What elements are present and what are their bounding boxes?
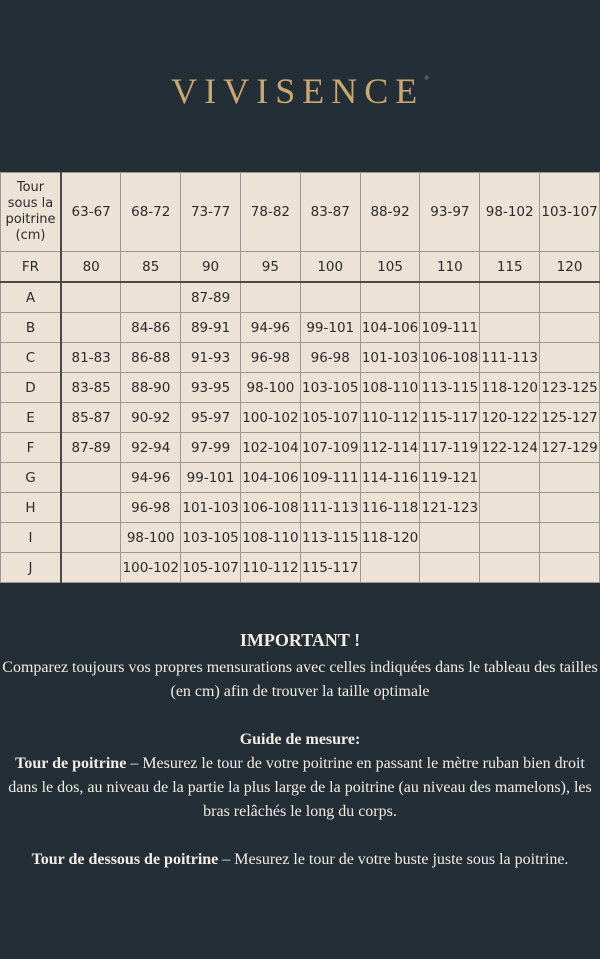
- bust-range-cell: [480, 523, 540, 553]
- bust-range-cell: [61, 282, 121, 313]
- underbust-cell: 93-97: [420, 173, 480, 252]
- guide-chest: [0, 752, 600, 824]
- cup-row: [1, 373, 600, 403]
- bust-range-cell: 125-127: [540, 403, 600, 433]
- bust-range-cell: 100-102: [240, 403, 300, 433]
- cup-label: I: [1, 523, 62, 553]
- brand-name: VIVISENCE: [171, 71, 425, 111]
- bust-range-cell: 94-96: [121, 463, 181, 493]
- bust-range-cell: 121-123: [420, 493, 480, 523]
- bust-range-cell: 84-86: [121, 313, 181, 343]
- fr-size-cell: 90: [181, 252, 241, 283]
- bust-range-cell: 127-129: [540, 433, 600, 463]
- bust-range-cell: [121, 282, 181, 313]
- info-section: [0, 628, 600, 872]
- underbust-header-cell: [1, 173, 62, 252]
- fr-label: FR: [1, 252, 62, 283]
- underbust-header-row: [1, 173, 600, 252]
- bust-range-cell: 94-96: [240, 313, 300, 343]
- bust-range-cell: 109-111: [300, 463, 360, 493]
- bust-range-cell: [480, 553, 540, 583]
- cup-label: C: [1, 343, 62, 373]
- underbust-label: Tour de dessous de poitrine: [31, 851, 219, 868]
- bust-range-cell: 101-103: [181, 493, 241, 523]
- bust-range-cell: 110-112: [240, 553, 300, 583]
- bust-range-cell: [420, 553, 480, 583]
- bust-range-cell: [540, 313, 600, 343]
- underbust-cell: 78-82: [240, 173, 300, 252]
- bust-range-cell: 112-114: [360, 433, 420, 463]
- bust-range-cell: 105-107: [300, 403, 360, 433]
- underbust-header-label: Tour sous la poitrine (cm): [5, 180, 56, 243]
- bust-range-cell: [540, 463, 600, 493]
- bust-range-cell: 105-107: [181, 553, 241, 583]
- bust-range-cell: 107-109: [300, 433, 360, 463]
- bust-range-cell: 114-116: [360, 463, 420, 493]
- underbust-cell: 88-92: [360, 173, 420, 252]
- underbust-cell: 83-87: [300, 173, 360, 252]
- bust-range-cell: 118-120: [480, 373, 540, 403]
- bust-range-cell: 106-108: [240, 493, 300, 523]
- bust-range-cell: 87-89: [181, 282, 241, 313]
- bust-range-cell: 95-97: [181, 403, 241, 433]
- bust-range-cell: [540, 343, 600, 373]
- underbust-cell: 63-67: [61, 173, 121, 252]
- fr-size-cell: 105: [360, 252, 420, 283]
- bust-range-cell: 103-105: [181, 523, 241, 553]
- cup-row: [1, 343, 600, 373]
- bust-range-cell: [480, 463, 540, 493]
- bust-range-cell: [480, 313, 540, 343]
- bust-range-cell: 118-120: [360, 523, 420, 553]
- underbust-text: – Mesurez le tour de votre buste juste sous la poitrine.: [218, 851, 569, 868]
- fr-size-cell: 100: [300, 252, 360, 283]
- brand-logo: [0, 70, 600, 112]
- fr-size-cell: 80: [61, 252, 121, 283]
- bust-range-cell: 119-121: [420, 463, 480, 493]
- bust-range-cell: 104-106: [360, 313, 420, 343]
- guide-underbust: [0, 848, 600, 872]
- bust-range-cell: 91-93: [181, 343, 241, 373]
- bust-range-cell: 115-117: [420, 403, 480, 433]
- bust-range-cell: 100-102: [121, 553, 181, 583]
- bust-range-cell: [480, 282, 540, 313]
- bust-range-cell: 92-94: [121, 433, 181, 463]
- fr-size-cell: 110: [420, 252, 480, 283]
- bust-range-cell: 115-117: [300, 553, 360, 583]
- bust-range-cell: 101-103: [360, 343, 420, 373]
- bust-range-cell: 99-101: [300, 313, 360, 343]
- bust-range-cell: [540, 523, 600, 553]
- fr-size-row: [1, 252, 600, 283]
- bust-range-cell: [240, 282, 300, 313]
- cup-row: [1, 403, 600, 433]
- bust-range-cell: 103-105: [300, 373, 360, 403]
- bust-range-cell: [61, 493, 121, 523]
- cup-row: [1, 463, 600, 493]
- bust-range-cell: 108-110: [240, 523, 300, 553]
- size-table-body: [1, 173, 600, 583]
- bust-range-cell: 83-85: [61, 373, 121, 403]
- underbust-cell: 103-107: [540, 173, 600, 252]
- bust-range-cell: [360, 553, 420, 583]
- cup-row: [1, 282, 600, 313]
- fr-size-cell: 95: [240, 252, 300, 283]
- chest-label: Tour de poitrine: [15, 755, 127, 772]
- bust-range-cell: 88-90: [121, 373, 181, 403]
- bust-range-cell: [540, 553, 600, 583]
- bust-range-cell: 98-100: [121, 523, 181, 553]
- cup-row: [1, 553, 600, 583]
- bust-range-cell: 106-108: [420, 343, 480, 373]
- underbust-cell: 68-72: [121, 173, 181, 252]
- bust-range-cell: 111-113: [480, 343, 540, 373]
- bust-range-cell: 86-88: [121, 343, 181, 373]
- guide-title: Guide de mesure:: [239, 731, 361, 748]
- bust-range-cell: 123-125: [540, 373, 600, 403]
- important-text: Comparez toujours vos propres mensurations avec celles indiquées dans le tableau des tailles (en cm) afin de trouver la taille optimale: [2, 659, 598, 700]
- bust-range-cell: 110-112: [360, 403, 420, 433]
- bust-range-cell: 102-104: [240, 433, 300, 463]
- cup-label: B: [1, 313, 62, 343]
- bust-range-cell: [61, 553, 121, 583]
- bust-range-cell: 113-115: [300, 523, 360, 553]
- fr-size-cell: 120: [540, 252, 600, 283]
- bust-range-cell: 111-113: [300, 493, 360, 523]
- bust-range-cell: [300, 282, 360, 313]
- bust-range-cell: [61, 523, 121, 553]
- bust-range-cell: 109-111: [420, 313, 480, 343]
- bust-range-cell: 108-110: [360, 373, 420, 403]
- fr-size-cell: 85: [121, 252, 181, 283]
- bust-range-cell: 122-124: [480, 433, 540, 463]
- bust-range-cell: 98-100: [240, 373, 300, 403]
- chest-text: – Mesurez le tour de votre poitrine en passant le mètre ruban bien droit dans le dos, au niveau de la partie la plus large de la poitrine (au niveau des mamelons), les bras relâchés le long du corps.: [8, 755, 592, 820]
- bust-range-cell: 89-91: [181, 313, 241, 343]
- fr-size-cell: 115: [480, 252, 540, 283]
- bust-range-cell: [480, 493, 540, 523]
- bust-range-cell: 81-83: [61, 343, 121, 373]
- bust-range-cell: 104-106: [240, 463, 300, 493]
- underbust-cell: 98-102: [480, 173, 540, 252]
- underbust-cell: 73-77: [181, 173, 241, 252]
- bust-range-cell: [360, 282, 420, 313]
- bust-range-cell: [61, 313, 121, 343]
- cup-label: G: [1, 463, 62, 493]
- registered-mark: ®: [424, 76, 429, 82]
- bust-range-cell: 96-98: [240, 343, 300, 373]
- bust-range-cell: 90-92: [121, 403, 181, 433]
- bust-range-cell: 117-119: [420, 433, 480, 463]
- bust-range-cell: 96-98: [300, 343, 360, 373]
- bust-range-cell: 116-118: [360, 493, 420, 523]
- bust-range-cell: 99-101: [181, 463, 241, 493]
- cup-row: [1, 433, 600, 463]
- cup-row: [1, 313, 600, 343]
- cup-label: D: [1, 373, 62, 403]
- bust-range-cell: 85-87: [61, 403, 121, 433]
- bust-range-cell: 120-122: [480, 403, 540, 433]
- cup-row: [1, 523, 600, 553]
- cup-label: E: [1, 403, 62, 433]
- bust-range-cell: [540, 282, 600, 313]
- bust-range-cell: 97-99: [181, 433, 241, 463]
- cup-label: A: [1, 282, 62, 313]
- important-title: IMPORTANT !: [239, 630, 361, 650]
- bust-range-cell: 93-95: [181, 373, 241, 403]
- bust-range-cell: 96-98: [121, 493, 181, 523]
- bust-range-cell: 113-115: [420, 373, 480, 403]
- cup-row: [1, 493, 600, 523]
- bust-range-cell: [61, 463, 121, 493]
- cup-label: F: [1, 433, 62, 463]
- bust-range-cell: [420, 523, 480, 553]
- bust-range-cell: 87-89: [61, 433, 121, 463]
- cup-label: H: [1, 493, 62, 523]
- bust-range-cell: [540, 493, 600, 523]
- cup-label: J: [1, 553, 62, 583]
- size-table: [0, 172, 600, 583]
- bust-range-cell: [420, 282, 480, 313]
